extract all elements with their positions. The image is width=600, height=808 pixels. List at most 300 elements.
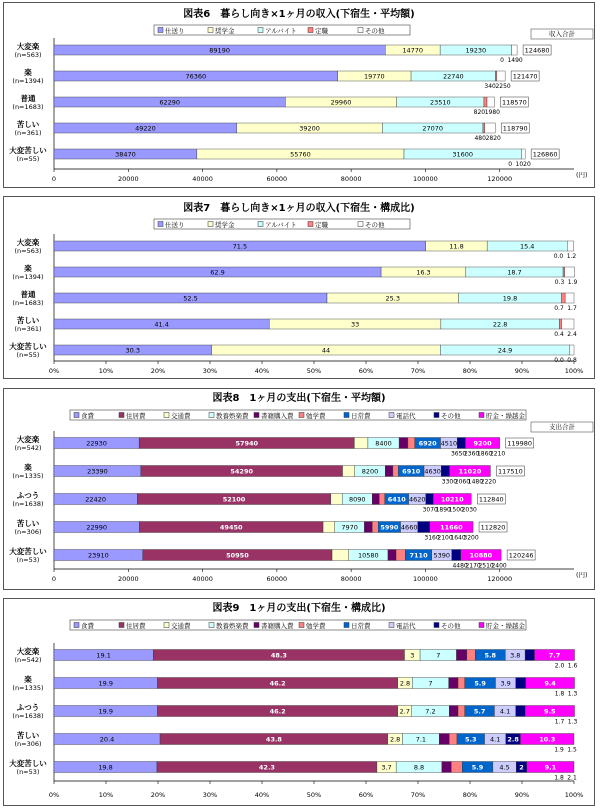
chart2-small-label: 2210 (489, 450, 506, 458)
chart2-category-n: (n=542) (14, 444, 42, 452)
chart3-legend-swatch (299, 623, 304, 628)
chart2-data-label: 54290 (230, 467, 254, 476)
chart3-category-label: 大変苦しい (9, 759, 47, 768)
chart2-tick-label: 80000 (340, 575, 362, 583)
chart1-legend-label: 仕送り (165, 221, 185, 229)
chart0-data-label: 19770 (363, 72, 385, 81)
chart2-legend-label: 勉学費 (306, 412, 326, 420)
chart0-data-label: 19230 (465, 46, 487, 55)
chart3-data-label: 5.7 (473, 707, 486, 716)
chart1-data-label: 41.4 (154, 320, 169, 329)
chart0-small-label: 340 (484, 83, 496, 90)
chart3-category-label: ふつう (16, 703, 40, 712)
chart2-small-label: 3200 (463, 534, 479, 542)
chart3-small-label: 1.3 (567, 690, 578, 698)
chart3-data-label: 5.8 (484, 651, 497, 660)
chart2-legend-label: 日常費 (351, 412, 371, 420)
chart2-legend-swatch (74, 413, 79, 418)
chart0-small-label: 2250 (495, 83, 511, 90)
chart2-bar-segment (426, 494, 434, 505)
chart2-tick-label: 40000 (192, 575, 213, 583)
chart0-tick-label: 40000 (192, 175, 213, 183)
chart3-data-label: 5.9 (474, 679, 486, 688)
chart2-bar-segment (343, 466, 355, 477)
chart3-data-label: 4.5 (499, 763, 510, 772)
chart3-data-label: 19.9 (98, 679, 113, 688)
chart3-category-n: (n=306) (14, 740, 42, 748)
chart2-small-label: 2060 (454, 478, 471, 486)
chart0-data-label: 62290 (159, 98, 181, 107)
chart3-legend-label: 貯金・繰越金 (486, 622, 525, 630)
chart1-category-label: 大変苦しい (9, 342, 47, 351)
chart3-legend-label: 食費 (81, 622, 94, 630)
chart2-total-value: 112840 (478, 495, 504, 504)
chart3-small-label: 1.6 (567, 662, 578, 670)
chart1-data-label: 25.3 (385, 294, 401, 303)
chart3-data-label: 3 (410, 651, 415, 660)
chart3-data-label: 3.9 (500, 679, 511, 688)
chart2-small-label: 3300 (441, 478, 458, 486)
chart2-data-label: 6920 (418, 439, 437, 448)
chart3-data-label: 5.3 (465, 735, 477, 744)
chart1-legend-swatch (308, 222, 313, 227)
chart1-data-label: 44 (321, 346, 331, 355)
chart3-small-label: 1.8 (554, 690, 565, 698)
chart3-legend-swatch (254, 623, 259, 628)
chart3-legend-swatch (74, 623, 79, 628)
chart3-data-label: 2 (519, 763, 524, 772)
chart2-legend-swatch (344, 413, 349, 418)
chart3-category-label: 大変楽 (16, 647, 40, 656)
chart0-tick-label: 100000 (413, 175, 438, 183)
chart0-tick-label: 60000 (266, 175, 288, 183)
chart0-data-label: 23510 (429, 98, 451, 107)
chart2-legend-label: 住居費 (126, 412, 146, 420)
chart2-legend-label: 貯金・繰越金 (486, 412, 525, 420)
chart1-category-n: (n=361) (14, 325, 42, 333)
chart3-data-label: 9.4 (544, 679, 556, 688)
chart2-small-label: 3650 (450, 450, 467, 458)
chart3-data-label: 2.8 (389, 735, 401, 744)
chart-income-ratio (3, 196, 595, 379)
chart2-bar-segment (379, 494, 385, 505)
chart0-total-caption: 収入合計 (549, 30, 575, 38)
chart1-tick-label: 40% (254, 367, 270, 375)
chart2-bar-segment (452, 550, 461, 561)
chart1-category-label: 楽 (24, 264, 32, 273)
chart0-legend-swatch (358, 28, 363, 33)
chart2-unit-label: (円) (576, 571, 588, 579)
chart3-legend-label: 勉学費 (306, 622, 326, 630)
chart0-small-label: 820 (473, 109, 486, 116)
chart0-bar-segment (485, 123, 495, 133)
chart1-small-label: 0.0 (554, 357, 564, 364)
chart2-bar-segment (408, 438, 415, 449)
chart-expense-amount (3, 388, 595, 590)
chart1-small-label: 1.9 (567, 279, 578, 286)
chart2-data-label: 22930 (86, 439, 107, 448)
chart2-legend-swatch (254, 413, 259, 418)
chart3-data-label: 10.3 (539, 735, 556, 744)
chart0-tick-label: 80000 (340, 175, 362, 183)
chart2-data-label: 11660 (440, 523, 463, 532)
chart3-legend-label: 交通費 (171, 622, 191, 630)
chart0-legend-label: 仕送り (165, 27, 185, 35)
chart-expense-ratio (3, 598, 595, 806)
chart1-bar-segment (562, 319, 574, 329)
chart0-category-n: (n=361) (14, 129, 42, 137)
chart1-category-n: (n=1394) (12, 273, 44, 281)
chart0-total-value: 124680 (524, 46, 550, 55)
chart0-legend-label: 定職 (315, 27, 328, 35)
chart3-bar-segment (451, 762, 462, 773)
chart1-data-label: 71.5 (232, 242, 248, 251)
chart3-tick-label: 90% (514, 791, 530, 799)
chart1-tick-label: 80% (462, 367, 478, 375)
chart3-data-label: 19.1 (96, 651, 111, 660)
chart2-data-label: 10210 (440, 495, 464, 504)
chart3-category-label: 楽 (24, 675, 32, 684)
chart3-category-n: (n=1638) (12, 712, 44, 720)
chart3-tick-label: 100% (564, 791, 584, 799)
chart1-tick-label: 10% (98, 367, 114, 375)
chart2-data-label: 4620 (408, 495, 426, 504)
chart1-tick-label: 50% (306, 367, 322, 375)
chart2-bar-segment (323, 522, 335, 533)
chart3-bar-segment (467, 650, 475, 661)
chart3-title: 図表9 1ヶ月の支出(下宿生・構成比) (212, 603, 386, 614)
chart2-bar-segment (372, 494, 379, 505)
chart3-data-label: 7.1 (415, 735, 427, 744)
chart1-bar-segment (565, 267, 575, 277)
chart2-data-label: 50950 (226, 551, 249, 560)
chart3-bar-segment (449, 706, 458, 717)
chart1-title: 図表7 暮らし向き×1ヶ月の収入(下宿生・構成比) (183, 203, 415, 214)
chart0-legend-label: その他 (365, 27, 385, 35)
chart3-bar-segment (525, 650, 534, 661)
chart3-category-label: 苦しい (16, 731, 40, 740)
chart2-small-label: 2170 (465, 562, 481, 570)
chart0-small-label: 2820 (485, 135, 501, 142)
chart3-legend-label: 教養娯楽費 (216, 622, 249, 630)
chart3-tick-label: 30% (202, 791, 218, 799)
chart3-data-label: 7 (436, 651, 441, 660)
chart3-legend-swatch (209, 623, 214, 628)
chart3-bar-segment (516, 706, 525, 717)
chart3-small-label: 1.8 (554, 774, 564, 782)
chart0-data-label: 14770 (402, 46, 424, 55)
chart-income-amount-svg (4, 3, 594, 187)
chart0-category-n: (n=1683) (12, 103, 44, 111)
chart2-small-label: 3160 (424, 534, 440, 542)
chart2-tick-label: 0 (51, 575, 57, 583)
chart1-category-n: (n=1683) (12, 299, 44, 307)
chart2-small-label: 2220 (480, 478, 497, 486)
chart0-unit-label: (円) (576, 171, 588, 179)
chart1-small-label: 1.7 (567, 305, 577, 312)
chart3-legend-swatch (434, 623, 439, 628)
chart0-data-label: 76360 (185, 72, 207, 81)
chart2-legend-swatch (479, 413, 484, 418)
chart3-legend-label: 書籍購入費 (261, 622, 294, 630)
chart1-legend-label: アルバイト (265, 221, 297, 229)
chart2-data-label: 57940 (235, 439, 259, 448)
chart2-bar-segment (354, 438, 368, 449)
chart1-category-label: 大変楽 (16, 238, 40, 247)
chart0-bar-segment (483, 123, 485, 133)
chart0-total-value: 126860 (532, 150, 558, 159)
chart3-legend-swatch (344, 623, 349, 628)
chart1-small-label: 0.3 (554, 279, 565, 286)
chart3-bar-segment (456, 650, 466, 661)
chart2-category-n: (n=1638) (12, 500, 44, 508)
chart3-data-label: 2.7 (399, 707, 410, 716)
chart1-tick-label: 20% (150, 367, 166, 375)
chart2-legend-swatch (164, 413, 169, 418)
chart3-small-label: 2.0 (554, 662, 565, 670)
chart3-data-label: 2.8 (507, 735, 519, 744)
chart2-data-label: 5390 (433, 551, 451, 560)
chart0-bar-segment (484, 97, 487, 107)
chart0-category-label: 楽 (24, 68, 32, 77)
chart3-category-n: (n=1335) (12, 684, 44, 692)
chart2-data-label: 7110 (409, 551, 428, 560)
chart2-small-label: 2510 (478, 562, 494, 570)
chart0-data-label: 55760 (290, 150, 311, 159)
chart3-legend-swatch (389, 623, 394, 628)
chart0-data-label: 27070 (422, 124, 444, 133)
chart1-small-label: 0.7 (554, 305, 564, 312)
chart-income-ratio-svg (4, 197, 594, 378)
chart1-data-label: 24.9 (497, 346, 513, 355)
chart2-data-label: 10880 (469, 551, 493, 560)
chart1-category-n: (n=55) (16, 351, 40, 359)
chart2-small-label: 1480 (467, 478, 484, 486)
chart1-data-label: 62.9 (210, 268, 225, 277)
chart2-total-value: 112820 (480, 523, 506, 532)
chart3-tick-label: 10% (98, 791, 114, 799)
chart2-legend-label: 書籍購入費 (261, 412, 294, 420)
chart0-legend-label: アルバイト (265, 27, 297, 35)
chart2-total-value: 117510 (498, 467, 523, 476)
chart1-legend-label: その他 (365, 221, 385, 229)
chart3-data-label: 3.8 (510, 651, 521, 660)
chart2-bar-segment (393, 466, 398, 477)
chart0-total-value: 118570 (501, 98, 527, 107)
chart2-legend-label: 教養娯楽費 (216, 412, 249, 420)
chart1-tick-label: 0% (48, 367, 60, 375)
chart2-category-label: 大変苦しい (9, 547, 47, 556)
chart2-tick-label: 20000 (117, 575, 139, 583)
chart2-data-label: 6410 (387, 495, 406, 504)
chart0-tick-label: 120000 (487, 175, 513, 183)
chart2-small-label: 1500 (448, 506, 464, 514)
chart1-bar-segment (565, 293, 574, 303)
chart2-legend-label: 交通費 (171, 412, 191, 420)
chart1-bar-segment (562, 293, 566, 303)
chart-expense-ratio-svg (4, 599, 594, 805)
chart1-data-label: 33 (350, 320, 360, 329)
chart1-legend-label: 定職 (315, 221, 328, 229)
chart2-category-label: 大変楽 (16, 435, 40, 444)
chart1-data-label: 52.5 (183, 294, 198, 303)
chart2-small-label: 2030 (461, 506, 477, 514)
chart2-legend-label: 食費 (81, 412, 94, 420)
chart0-data-label: 49220 (135, 124, 156, 133)
chart0-data-label: 31600 (452, 150, 474, 159)
chart3-data-label: 46.2 (269, 679, 286, 688)
chart1-bar-segment (563, 267, 565, 277)
chart0-title: 図表6 暮らし向き×1ヶ月の収入(下宿生・平均額) (183, 9, 415, 20)
chart2-category-label: ふつう (16, 491, 40, 500)
chart0-category-n: (n=55) (16, 155, 40, 163)
chart2-bar-segment (396, 550, 405, 561)
chart2-bar-segment (399, 438, 408, 449)
chart3-data-label: 8.8 (413, 763, 425, 772)
chart2-category-n: (n=53) (16, 556, 40, 564)
chart0-small-label: 1980 (484, 109, 501, 116)
chart1-bar-segment (570, 345, 574, 355)
chart2-bar-segment (441, 466, 449, 477)
chart1-bar-segment (559, 319, 561, 329)
chart1-category-label: 苦しい (16, 316, 40, 325)
chart1-data-label: 11.8 (449, 242, 464, 251)
chart2-data-label: 4660 (400, 523, 418, 532)
chart0-legend-swatch (308, 28, 313, 33)
chart2-bar-segment (332, 550, 349, 561)
chart3-category-n: (n=53) (16, 768, 40, 776)
chart0-data-label: 22740 (442, 72, 464, 81)
chart3-category-n: (n=542) (14, 656, 42, 664)
chart3-small-label: 2.1 (567, 774, 577, 782)
chart3-data-label: 48.3 (270, 651, 287, 660)
chart0-bar-segment (487, 97, 494, 107)
chart3-legend-label: その他 (441, 622, 461, 630)
chart1-data-label: 22.8 (492, 320, 508, 329)
chart2-bar-segment (457, 438, 465, 449)
chart0-category-label: 大変苦しい (9, 146, 47, 155)
chart3-bar-segment (516, 678, 526, 689)
chart3-legend-label: 日常費 (351, 622, 371, 630)
chart2-data-label: 8400 (375, 439, 392, 448)
chart3-small-label: 1.3 (567, 718, 578, 726)
chart0-category-label: 普通 (20, 94, 36, 103)
chart3-data-label: 20.4 (99, 735, 115, 744)
chart2-small-label: 1640 (450, 534, 466, 542)
chart2-data-label: 23390 (87, 467, 108, 476)
chart2-bar-segment (388, 550, 396, 561)
chart2-data-label: 49450 (219, 523, 243, 532)
chart3-tick-label: 40% (254, 791, 270, 799)
chart3-bar-segment (449, 734, 457, 745)
chart0-data-label: 89190 (209, 46, 230, 55)
chart3-bar-segment (458, 706, 465, 717)
chart3-data-label: 4.1 (499, 707, 511, 716)
chart2-data-label: 11020 (458, 467, 482, 476)
chart3-legend-label: 電話代 (396, 622, 416, 630)
chart3-bar-segment (458, 678, 465, 689)
chart1-data-label: 19.8 (502, 294, 518, 303)
chart3-data-label: 5.9 (471, 763, 484, 772)
chart2-data-label: 22990 (86, 523, 108, 532)
chart3-tick-label: 50% (306, 791, 322, 799)
chart3-data-label: 43.8 (265, 735, 282, 744)
chart0-data-label: 39200 (299, 124, 320, 133)
chart3-legend-swatch (479, 623, 484, 628)
chart2-small-label: 2100 (437, 534, 453, 542)
chart0-legend-swatch (208, 28, 213, 33)
chart3-bar-segment (442, 762, 451, 773)
chart1-small-label: 0.8 (567, 357, 577, 364)
chart3-data-label: 7 (428, 679, 433, 688)
chart1-legend-swatch (158, 222, 163, 227)
chart2-category-n: (n=306) (14, 528, 42, 536)
chart0-bar-segment (497, 71, 505, 81)
chart0-total-value: 121470 (512, 72, 538, 81)
chart2-data-label: 23910 (88, 551, 109, 560)
chart1-legend-label: 奨学金 (215, 221, 235, 229)
chart2-data-label: 7970 (341, 523, 358, 532)
chart2-legend-label: その他 (441, 412, 461, 420)
chart0-data-label: 38470 (115, 150, 136, 159)
chart2-tick-label: 120000 (487, 575, 513, 583)
chart2-bar-segment (385, 466, 393, 477)
chart0-small-label: 1490 (507, 57, 523, 64)
chart2-data-label: 9200 (473, 439, 492, 448)
chart3-data-label: 2.8 (399, 679, 411, 688)
chart1-small-label: 0.0 (553, 253, 564, 260)
chart3-tick-label: 70% (410, 791, 426, 799)
chart2-category-n: (n=1335) (12, 472, 44, 480)
chart3-data-label: 9.5 (544, 707, 556, 716)
chart2-legend-swatch (434, 413, 439, 418)
chart3-legend-swatch (119, 623, 124, 628)
chart1-tick-label: 60% (358, 367, 374, 375)
chart2-legend-swatch (119, 413, 124, 418)
chart-expense-amount-svg (4, 389, 594, 589)
chart1-data-label: 30.3 (125, 346, 141, 355)
chart2-data-label: 4630 (424, 467, 441, 476)
chart2-small-label: 1860 (476, 450, 493, 458)
chart1-category-n: (n=563) (14, 247, 42, 255)
chart2-tick-label: 100000 (413, 575, 438, 583)
chart1-small-label: 1.2 (566, 253, 577, 260)
chart3-bar-segment (449, 678, 458, 689)
chart3-data-label: 3.7 (381, 763, 392, 772)
chart2-legend-label: 電話代 (396, 412, 416, 420)
chart3-tick-label: 0% (48, 791, 60, 799)
chart1-tick-label: 90% (514, 367, 530, 375)
chart0-category-n: (n=1394) (12, 77, 44, 85)
chart1-small-label: 0.4 (554, 331, 564, 338)
chart2-legend-swatch (209, 413, 214, 418)
chart3-small-label: 1.7 (554, 718, 565, 726)
chart0-tick-label: 0 (51, 175, 57, 183)
chart0-legend-label: 奨学金 (215, 27, 235, 35)
chart0-bar-segment (521, 149, 525, 159)
chart2-total-caption: 支出合計 (549, 423, 575, 431)
chart1-data-label: 18.7 (507, 268, 522, 277)
chart2-bar-segment (364, 522, 372, 533)
chart0-small-label: 480 (474, 135, 486, 142)
chart2-data-label: 22420 (85, 495, 106, 504)
chart2-bar-segment (331, 494, 342, 505)
chart2-legend-swatch (389, 413, 394, 418)
chart0-category-n: (n=563) (14, 51, 42, 59)
chart0-category-label: 苦しい (16, 120, 40, 129)
chart3-tick-label: 20% (150, 791, 166, 799)
chart1-tick-label: 100% (564, 367, 584, 375)
